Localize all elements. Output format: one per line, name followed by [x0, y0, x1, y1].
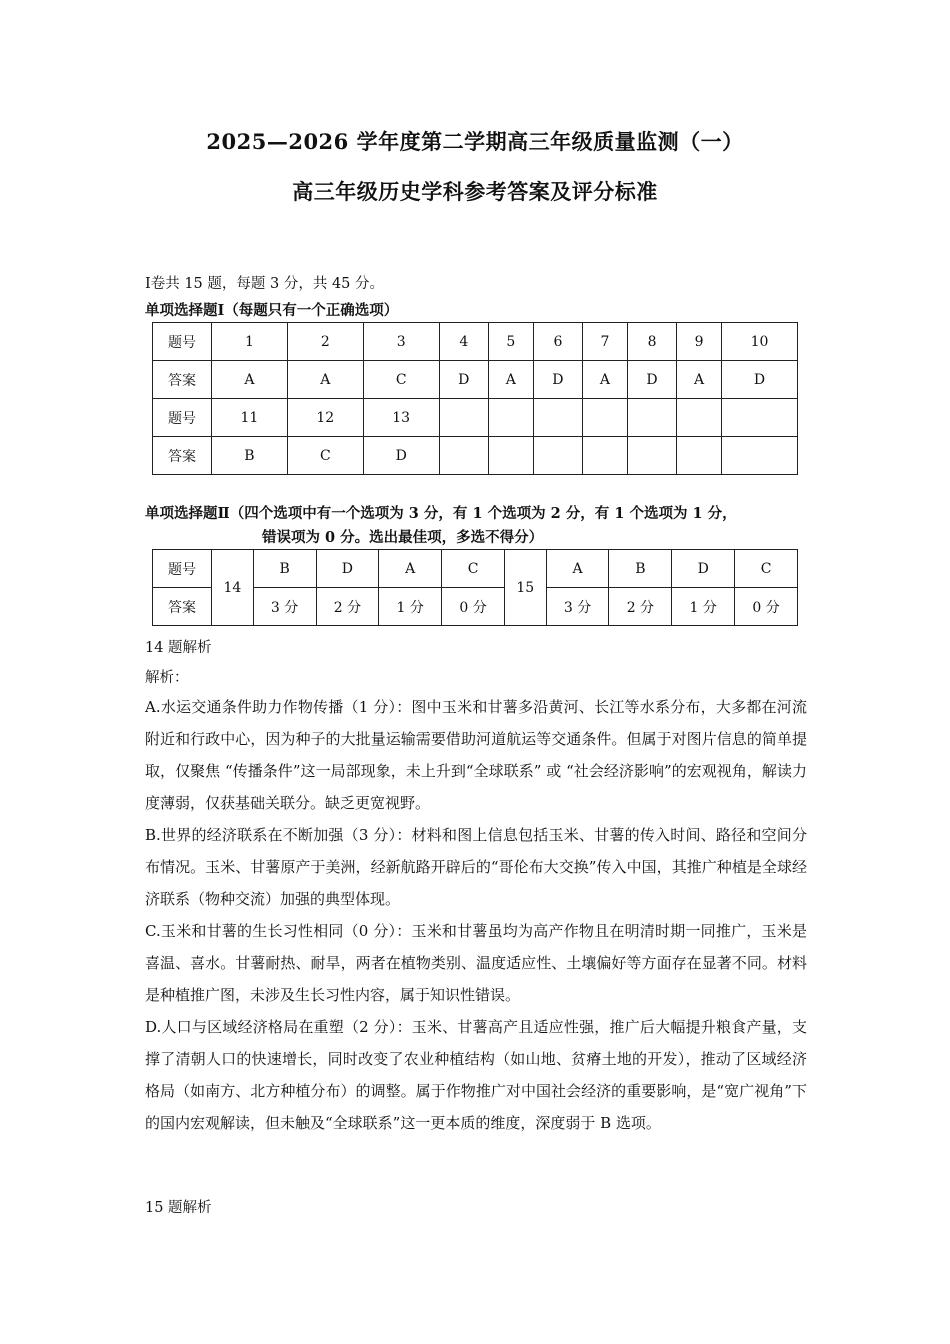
table-cell: 2 分	[609, 588, 672, 626]
table-cell: 0 分	[735, 588, 798, 626]
table-cell: 4	[439, 323, 488, 361]
table-cell: D	[316, 550, 379, 588]
table-cell: B	[253, 550, 316, 588]
table-cell: D	[533, 361, 582, 399]
table-cell	[722, 399, 798, 437]
table-cell: A	[583, 361, 628, 399]
row-label: 题号	[153, 323, 212, 361]
table-cell: B	[609, 550, 672, 588]
table-cell: 1	[212, 323, 288, 361]
table-cell: D	[439, 361, 488, 399]
page-title: 2025—2026 学年度第二学期高三年级质量监测（一）	[206, 129, 744, 154]
table-row	[153, 550, 798, 588]
table-cell: 13	[363, 399, 439, 437]
table-cell: 8	[627, 323, 676, 361]
answer-table-1	[152, 322, 798, 475]
analysis15-title: 15 题解析	[145, 1200, 212, 1216]
table-cell: 3	[363, 323, 439, 361]
row-label: 答案	[153, 588, 212, 626]
table-cell	[439, 399, 488, 437]
table-cell: D	[363, 437, 439, 475]
table-cell: 2	[287, 323, 363, 361]
table-cell: B	[212, 437, 288, 475]
analysis14-title: 14 题解析	[145, 640, 212, 656]
table-cell	[722, 437, 798, 475]
table-row	[153, 361, 798, 399]
analysis14-option-d: D.人口与区域经济格局在重塑（2 分）：玉米、甘薯高产且适应性强，推广后大幅提升粮食产量，支撑了清朝人口的快速增长，同时改变了农业种植结构（如山地、贫瘠土地的开发），推动了区域经济格局（如南方、北方种植分布）的调整。属于作物推广对中国社会经济的重要影响，是“宽广视角”下的国内宏观解读，但未触及“全球联系”这一更本质的维度，深度弱于 B 选项。	[145, 1018, 807, 1132]
table-cell	[439, 437, 488, 475]
table-cell: 7	[583, 323, 628, 361]
table-cell: A	[677, 361, 722, 399]
table-cell: 10	[722, 323, 798, 361]
table-cell: 9	[677, 323, 722, 361]
table-cell: C	[363, 361, 439, 399]
table-cell: 12	[287, 399, 363, 437]
table-cell	[677, 399, 722, 437]
answer-table-2	[152, 549, 798, 626]
table-cell	[677, 437, 722, 475]
table-cell: C	[442, 550, 505, 588]
table-cell: 6	[533, 323, 582, 361]
table-cell: C	[287, 437, 363, 475]
analysis-label: 解析：	[145, 670, 189, 686]
analysis14-option-b: B.世界的经济联系在不断加强（3 分）：材料和图上信息包括玉米、甘薯的传入时间、路径和空间分布情况。玉米、甘薯原产于美洲，经新航路开辟后的“哥伦布大交换”传入中国，其推广种植是全球经济联系（物种交流）加强的典型体现。	[145, 826, 807, 908]
table-row	[153, 399, 798, 437]
table-cell: 3 分	[546, 588, 609, 626]
table-cell: D	[627, 361, 676, 399]
question-number-14: 14	[212, 550, 254, 626]
table-cell: A	[488, 361, 533, 399]
table-cell	[583, 399, 628, 437]
table-cell: 1 分	[379, 588, 442, 626]
table-cell: A	[287, 361, 363, 399]
section1-heading: 单项选择题Ⅰ（每题只有一个正确选项）	[145, 302, 399, 319]
section2-heading-line2: 错误项为 0 分。选出最佳项，多选不得分）	[262, 529, 544, 546]
table-cell	[488, 399, 533, 437]
table-cell: D	[672, 550, 735, 588]
table-row	[153, 437, 798, 475]
table-cell: 11	[212, 399, 288, 437]
row-label: 答案	[153, 361, 212, 399]
table-cell: A	[212, 361, 288, 399]
table-cell	[583, 437, 628, 475]
section2-heading-line1: 单项选择题Ⅱ（四个选项中有一个选项为 3 分，有 1 个选项为 2 分，有 1 个选项为 1 分，	[145, 505, 737, 522]
analysis14-option-c: C.玉米和甘薯的生长习性相同（0 分）：玉米和甘薯虽均为高产作物且在明清时期一同推广，玉米是喜温、喜水。甘薯耐热、耐旱，两者在植物类别、温度适应性、土壤偏好等方面存在显著不同。材料是种植推广图，未涉及生长习性内容，属于知识性错误。	[145, 922, 807, 1004]
row-label: 答案	[153, 437, 212, 475]
table-cell: 3 分	[253, 588, 316, 626]
table-cell: C	[735, 550, 798, 588]
page-subtitle: 高三年级历史学科参考答案及评分标准	[292, 179, 658, 204]
row-label: 题号	[153, 399, 212, 437]
part1-intro: Ⅰ卷共 15 题，每题 3 分，共 45 分。	[145, 276, 385, 292]
row-label: 题号	[153, 550, 212, 588]
table-cell	[488, 437, 533, 475]
table-cell: 1 分	[672, 588, 735, 626]
table-cell: 2 分	[316, 588, 379, 626]
table-cell: 0 分	[442, 588, 505, 626]
table-cell: 5	[488, 323, 533, 361]
table-cell	[533, 399, 582, 437]
question-number-15: 15	[504, 550, 546, 626]
table-cell	[627, 399, 676, 437]
table-row	[153, 323, 798, 361]
table-cell: A	[546, 550, 609, 588]
table-cell	[533, 437, 582, 475]
table-cell: A	[379, 550, 442, 588]
table-cell: D	[722, 361, 798, 399]
table-cell	[627, 437, 676, 475]
analysis14-option-a: A.水运交通条件助力作物传播（1 分）：图中玉米和甘薯多沿黄河、长江等水系分布，大多都在河流附近和行政中心，因为种子的大批量运输需要借助河道航运等交通条件。但属于对图片信息的简单提取，仅聚焦 “传播条件”这一局部现象，未上升到“全球联系” 或 “社会经济影响”的宏观视角，解读力度薄弱，仅获基础关联分。缺乏更宽视野。	[145, 698, 807, 812]
